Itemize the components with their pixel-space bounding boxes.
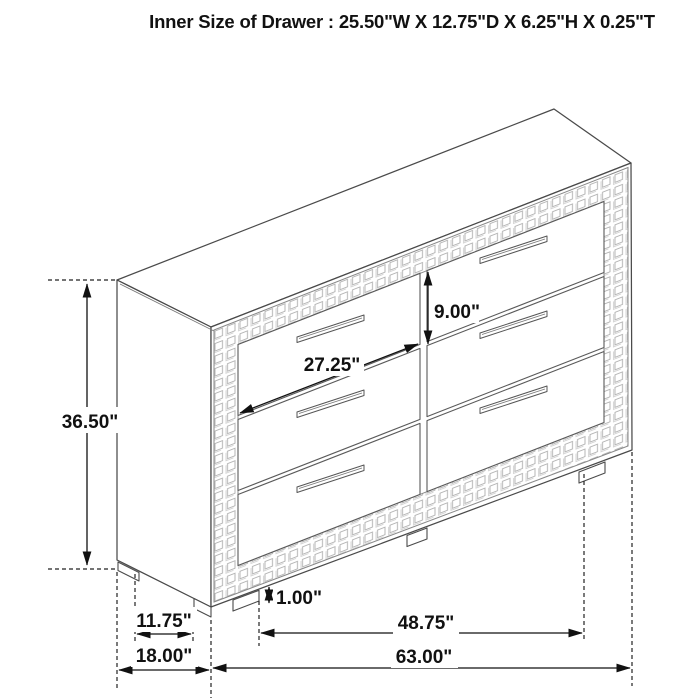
dim-side-foot-spacing-label: 11.75" <box>136 611 192 632</box>
dim-foot-height-label: 1.00" <box>276 588 322 609</box>
dresser-side-panel <box>117 280 211 607</box>
dim-overall-height-label: 36.50" <box>61 412 119 433</box>
dim-drawer-width-label: 27.25" <box>303 355 361 376</box>
dresser-drawing <box>117 109 632 617</box>
dim-drawer-height-label: 9.00" <box>434 302 480 323</box>
dim-depth-label: 18.00" <box>135 646 193 667</box>
dim-front-foot-spacing-label: 48.75" <box>397 613 455 634</box>
dim-overall-width-label: 63.00" <box>395 647 453 668</box>
page-title: Inner Size of Drawer : 25.50"W X 12.75"D X 6.25"H X 0.25"T <box>149 11 655 32</box>
